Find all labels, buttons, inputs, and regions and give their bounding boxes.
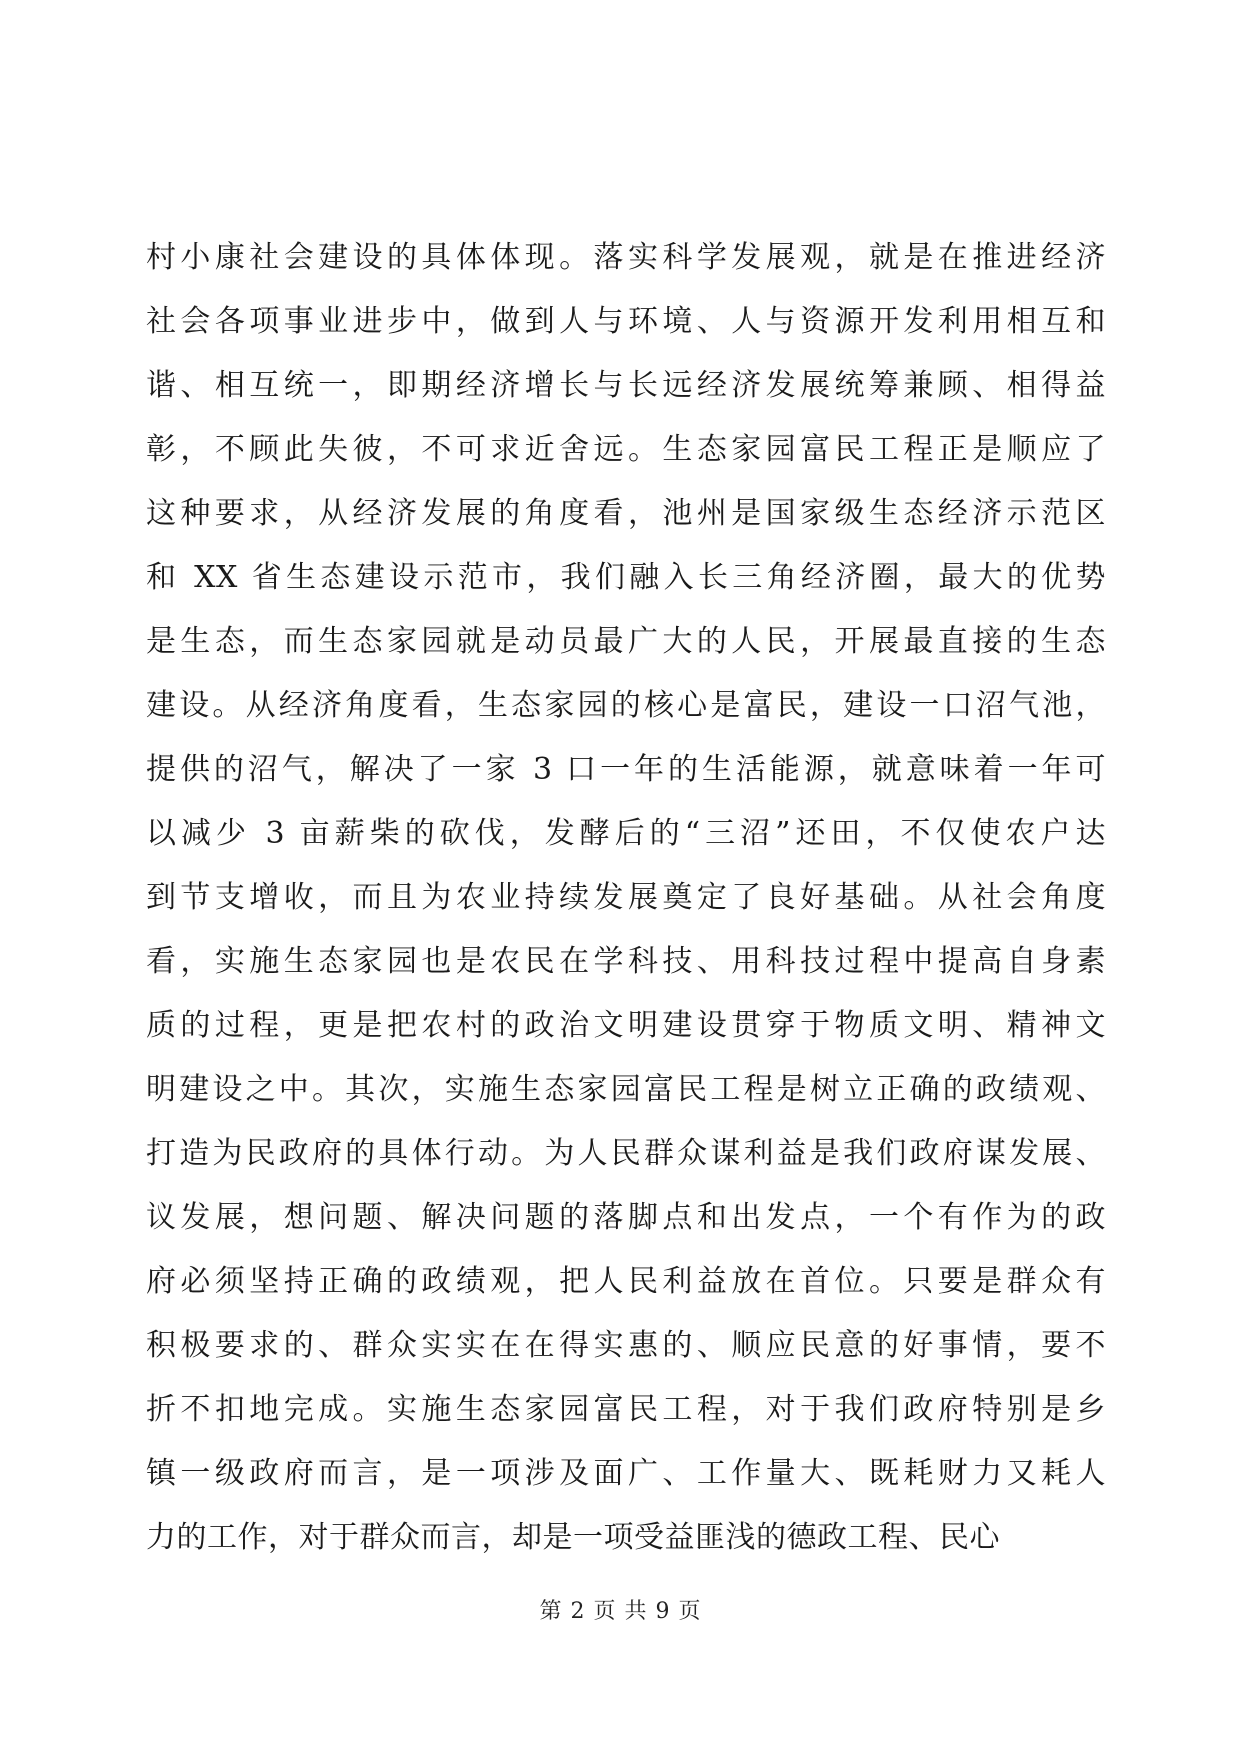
text-line: 建设。从经济角度看，生态家园的核心是富民，建设一口沼气池， — [146, 688, 1106, 723]
page-footer: 第 2 页 共 9 页 — [539, 1599, 702, 1624]
text-line: 彰，不顾此失彼，不可求近舍远。生态家园富民工程正是顺应了 — [146, 432, 1106, 467]
text-line: 到节支增收，而且为农业持续发展奠定了良好基础。从社会角度 — [146, 880, 1106, 915]
text-line: 谐、相互统一，即期经济增长与长远经济发展统筹兼顾、相得益 — [146, 368, 1106, 403]
text-line: 看，实施生态家园也是农民在学科技、用科技过程中提高自身素 — [146, 944, 1106, 979]
text-line: 是生态，而生态家园就是动员最广大的人民，开展最直接的生态 — [146, 624, 1106, 659]
text-line: 和 XX 省生态建设示范市，我们融入长三角经济圈，最大的优势 — [146, 560, 1106, 595]
text-line: 质的过程，更是把农村的政治文明建设贯穿于物质文明、精神文 — [146, 1008, 1106, 1043]
body-text — [146, 226, 1106, 1570]
text-line: 府必须坚持正确的政绩观，把人民利益放在首位。只要是群众有 — [146, 1264, 1106, 1299]
text-line: 明建设之中。其次，实施生态家园富民工程是树立正确的政绩观、 — [146, 1072, 1106, 1107]
text-line: 力的工作，对于群众而言，却是一项受益匪浅的德政工程、民心 — [146, 1520, 1000, 1555]
text-line: 提供的沼气，解决了一家 3 口一年的生活能源，就意味着一年可 — [146, 752, 1106, 787]
text-line: 镇一级政府而言，是一项涉及面广、工作量大、既耗财力又耗人 — [146, 1456, 1106, 1491]
text-line: 这种要求，从经济发展的角度看，池州是国家级生态经济示范区 — [146, 496, 1106, 531]
text-line: 村小康社会建设的具体体现。落实科学发展观，就是在推进经济 — [146, 240, 1106, 275]
text-line: 以减少 3 亩薪柴的砍伐，发酵后的“三沼”还田，不仅使农户达 — [146, 816, 1106, 851]
text-line: 社会各项事业进步中，做到人与环境、人与资源开发利用相互和 — [146, 304, 1106, 339]
text-line: 积极要求的、群众实实在在得实惠的、顺应民意的好事情，要不 — [146, 1328, 1106, 1363]
text-line: 折不扣地完成。实施生态家园富民工程，对于我们政府特别是乡 — [146, 1392, 1106, 1427]
text-line: 议发展，想问题、解决问题的落脚点和出发点，一个有作为的政 — [146, 1200, 1106, 1235]
text-line: 打造为民政府的具体行动。为人民群众谋利益是我们政府谋发展、 — [146, 1136, 1106, 1171]
